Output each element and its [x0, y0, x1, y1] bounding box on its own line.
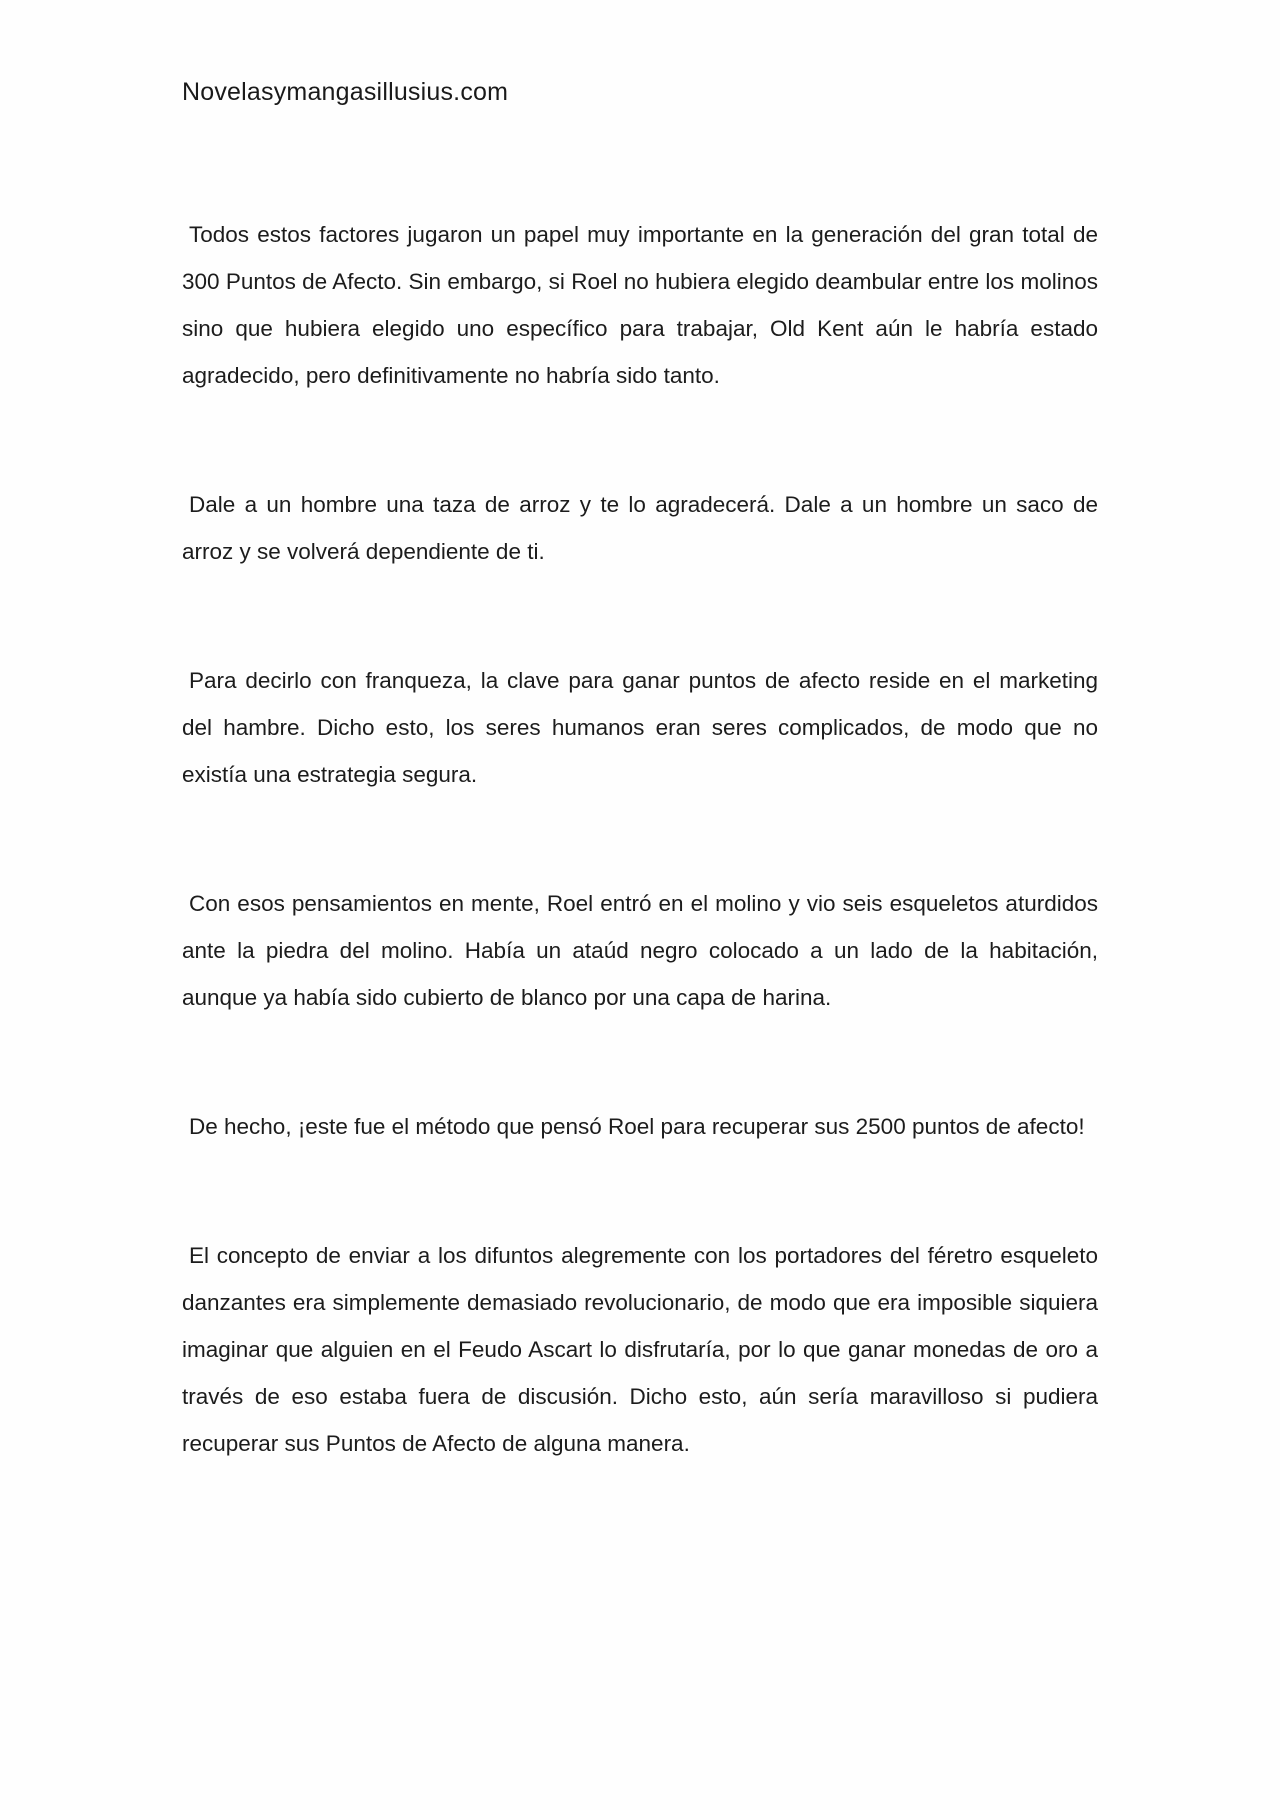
site-header: Novelasymangasillusius.com: [182, 78, 509, 106]
paragraph: Con esos pensamientos en mente, Roel entró en el molino y vio seis esqueletos aturdidos ante la piedra del molino. Había un ataúd negro colocado a un lado de la habitación, aunque ya había sido cubierto de blanco por una capa de harina.: [182, 891, 1098, 1010]
paragraph: Dale a un hombre una taza de arroz y te lo agradecerá. Dale a un hombre un saco de arroz y se volverá dependiente de ti.: [182, 492, 1098, 564]
paragraph: De hecho, ¡este fue el método que pensó Roel para recuperar sus 2500 puntos de afecto!: [189, 1114, 1085, 1139]
paragraph: Todos estos factores jugaron un papel muy importante en la generación del gran total de 300 Puntos de Afecto. Sin embargo, si Roel no hubiera elegido deambular entre los molinos sino que hubiera elegido uno específico para trabajar, Old Kent aún le habría estado agradecido, pero definitivamente no habría sido tanto.: [182, 222, 1098, 388]
document-body: [182, 211, 1098, 1467]
paragraph: Para decirlo con franqueza, la clave para ganar puntos de afecto reside en el marketing del hambre. Dicho esto, los seres humanos eran seres complicados, de modo que no existía una estrategia segura.: [182, 668, 1098, 787]
paragraph: El concepto de enviar a los difuntos alegremente con los portadores del féretro esqueleto danzantes era simplemente demasiado revolucionario, de modo que era imposible siquiera imaginar que alguien en el Feudo Ascart lo disfrutaría, por lo que ganar monedas de oro a través de eso estaba fuera de discusión. Dicho esto, aún sería maravilloso si pudiera recuperar sus Puntos de Afecto de alguna manera.: [182, 1243, 1098, 1456]
